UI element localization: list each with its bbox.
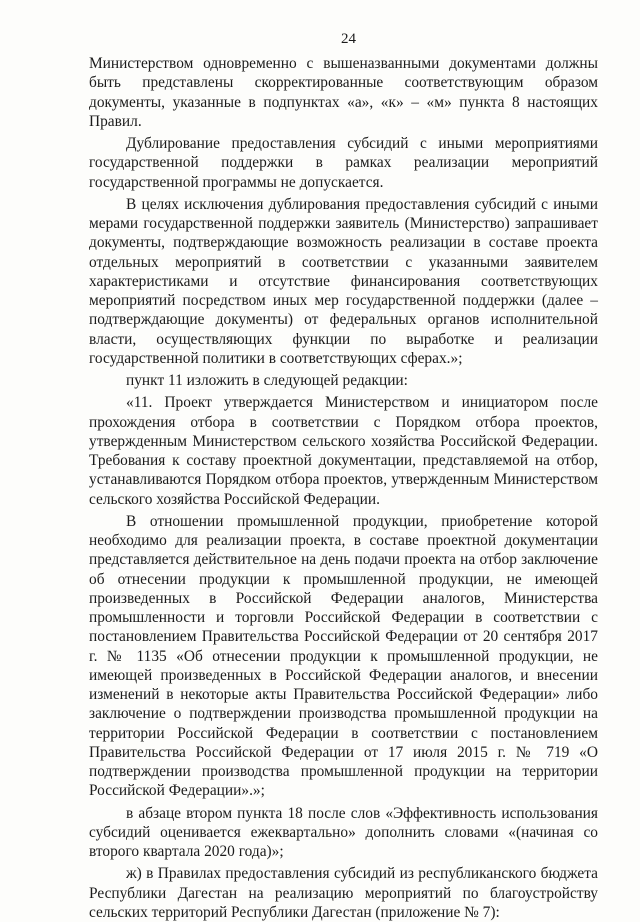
paragraph-duplication-ban: Дублирование предоставления субсидий с иными мероприятиями государственной поддержки в рамках реализации мероприятий государственной программы не допускается. [89,135,598,191]
paragraph-continuation: Министерством одновременно с вышеназванными документами должны быть представлены скорректированные соответствующим образом документы, указанные в подпунктах «а», «к» – «м» пункта 8 настоящих Правил. [89,55,598,130]
paragraph-clause-18: в абзаце втором пункта 18 после слов «Эффективность использования субсидий оценивается ежеквартально» дополнить словами «(начиная со второго квартала 2020 года)»; [89,804,598,860]
paragraph-clause-11-intro: пункт 11 изложить в следующей редакции: [126,372,408,389]
page-number: 24 [341,31,356,47]
paragraph-industrial-products: В отношении промышленной продукции, приобретение которой необходимо для реализации проекта, в составе проектной документации представляется действительное на день подачи проекта на отбор заключение об отнесении продукции к промышленной продукции, не имеющей произведенных в Российской Федерации аналогов, Министерства промышленности и торговли Российской Федерации в соответствии с постановлением Правительства Российской Федерации от 20 сентября 2017 г. № 1135 «Об отнесении продукции к промышленной продукции, не имеющей произведенных в Российской Федерации аналогов, и внесении изменений в некоторые акты Правительства Российской Федерации» либо заключение о подтверждении производства промышленной продукции на территории Российской Федерации в соответствии с постановлением Правительства Российской Федерации от 17 июля 2015 г. № 719 «О подтверждении производства промышленной продукции на территории Российской Федерации».»; [89,512,598,800]
paragraph-clause-11: «11. Проект утверждается Министерством и инициатором после прохождения отбора в соответствии с Порядком отбора проектов, утвержденным Министерством сельского хозяйства Российской Федерации. Требования к составу проектной документации, представляемой на отбор, устанавливаются Порядком отбора проектов, утвержденным Министерством сельского хозяйства Российской Федерации. [89,394,598,508]
paragraph-duplication-exclusion: В целях исключения дублирования предоставления субсидий с иными мерами государственной поддержки заявитель (Министерство) запрашивает документы, подтверждающие возможность реализации в составе проекта отдельных мероприятий в соответствии с указанными заявителем характеристиками и отсутствие финансирования соответствующих мероприятий посредством иных мер государственной поддержки (далее – подтверждающие документы) от федеральных органов исполнительной власти, осуществляющих функции по выработке и реализации государственной политики в соответствующих сферах.»; [89,195,598,367]
paragraph-item-zh: ж) в Правилах предоставления субсидий из республиканского бюджета Республики Дагестан на реализацию мероприятий по благоустройству сельских территорий Республики Дагестан (приложение № 7): [89,865,598,921]
